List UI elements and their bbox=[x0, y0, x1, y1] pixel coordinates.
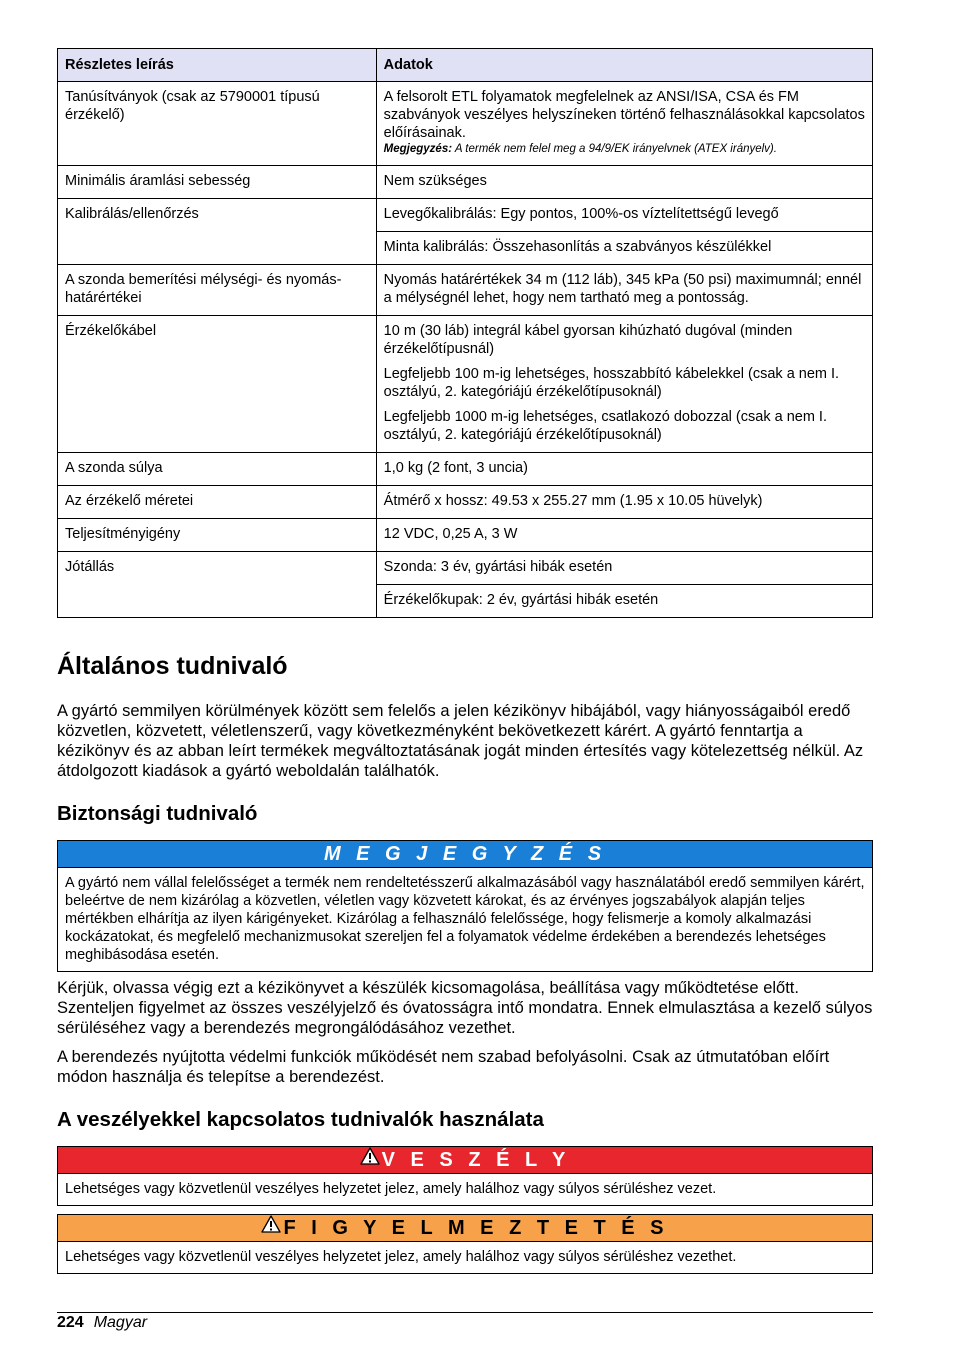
danger-text: Lehetséges vagy közvetlenül veszélyes helyzetet jelez, amely halálhoz vagy súlyos sérüléshez vezet. bbox=[65, 1181, 717, 1197]
warning-title: F I G Y E L M E Z T E T É S bbox=[283, 1217, 669, 1239]
row-value: Átmérő x hossz: 49.53 x 255.27 mm (1.95 x 10.05 hüvelyk) bbox=[376, 486, 872, 519]
section-heading-hazard: A veszélyekkel kapcsolatos tudnivalók használata bbox=[57, 1108, 544, 1131]
danger-title: V E S Z É L Y bbox=[381, 1149, 571, 1171]
column-header: Részletes leírás bbox=[58, 49, 377, 82]
warning-header bbox=[58, 1215, 872, 1242]
page-footer bbox=[57, 1313, 147, 1333]
notice-box bbox=[57, 840, 873, 972]
notice-title: M E G J E G Y Z É S bbox=[58, 841, 872, 868]
notice-text: A gyártó nem vállal felelősséget a termék nem rendeltetésszerű alkalmazásából vagy használatából eredő semmilyen kárért, beleértve de nem kizárólag a közvetlen, véletlen vagy közvetett károkat, és az érvényes jogszabályok alapján teljes mértékben elhárítja az ilyen kárigényeket. Kizárólag a felhasználó felelőssége, hogy felismerje a komoly alkalmazási kockázatokat, és megfelelő mechanizmusokat szereljen fel a folyamatok védelme érdekében a berendezés lehetséges meghibásodása esetén. bbox=[65, 875, 865, 963]
safety-paragraph: Kérjük, olvassa végig ezt a kézikönyvet a készülék kicsomagolása, beállítása vagy működtetése előtt. Szenteljen figyelmet az összes veszélyjelző és óvatosságra intő mondatra. Ennek elmulasztása a kezelő súlyos sérüléséhez vagy a berendezés megrongálódásához vezethet. bbox=[57, 979, 873, 1037]
row-value: Minta kalibrálás: Összehasonlítás a szabványos készülékkel bbox=[376, 232, 872, 265]
table-row bbox=[58, 199, 873, 232]
row-label: Minimális áramlási sebesség bbox=[58, 166, 377, 199]
table-row bbox=[58, 82, 873, 166]
row-label: Kalibrálás/ellenőrzés bbox=[58, 199, 377, 265]
row-label: A szonda súlya bbox=[58, 453, 377, 486]
note-text: A termék nem felel meg a 94/9/EK irányelvnek (ATEX irányelv). bbox=[452, 143, 777, 155]
row-value: 1,0 kg (2 font, 3 uncia) bbox=[376, 453, 872, 486]
cable-text: Legfeljebb 1000 m-ig lehetséges, csatlakozó dobozzal (csak a nem I. osztályú, 2. kategóriájú érzékelőtípusoknál) bbox=[383, 409, 827, 443]
row-value: Levegőkalibrálás: Egy pontos, 100%-os víztelítettségű levegő bbox=[376, 199, 872, 232]
row-label: Teljesítményigény bbox=[58, 519, 377, 552]
row-label: Tanúsítványok (csak az 5790001 típusú érzékelő) bbox=[58, 82, 377, 166]
table-row bbox=[58, 519, 873, 552]
table-row bbox=[58, 166, 873, 199]
section-heading-general: Általános tudnivaló bbox=[57, 652, 288, 680]
row-label: Érzékelőkábel bbox=[58, 316, 377, 453]
table-row bbox=[58, 453, 873, 486]
cable-text: Legfeljebb 100 m-ig lehetséges, hosszabbító kábelekkel (csak a nem I. osztályú, 2. kategóriájú érzékelőtípusoknál) bbox=[383, 366, 840, 400]
row-value: Nem szükséges bbox=[376, 166, 872, 199]
table-row bbox=[58, 316, 873, 453]
row-label: Az érzékelő méretei bbox=[58, 486, 377, 519]
warning-box bbox=[57, 1214, 873, 1274]
warning-text: Lehetséges vagy közvetlenül veszélyes helyzetet jelez, amely halálhoz vagy súlyos sérüléshez vezethet. bbox=[65, 1249, 737, 1265]
safety-paragraph: A berendezés nyújtotta védelmi funkciók működését nem szabad befolyásolni. Csak az útmutatóban előírt módon használja és telepítse a berendezést. bbox=[57, 1048, 830, 1086]
cable-text: 10 m (30 láb) integrál kábel gyorsan kihúzható dugóval (minden érzékelőtípusnál) bbox=[383, 323, 793, 357]
certification-note bbox=[384, 142, 865, 157]
table-row bbox=[58, 486, 873, 519]
row-value: Szonda: 3 év, gyártási hibák esetén bbox=[376, 552, 872, 585]
table-row bbox=[58, 265, 873, 316]
row-label: A szonda bemerítési mélységi- és nyomás-határértékei bbox=[58, 265, 377, 316]
row-value bbox=[376, 82, 872, 166]
specification-table bbox=[57, 48, 873, 618]
danger-header bbox=[58, 1147, 872, 1174]
note-label: Megjegyzés: bbox=[383, 143, 453, 155]
column-header: Adatok bbox=[376, 49, 872, 82]
page-number: 224 bbox=[57, 1314, 84, 1331]
row-value bbox=[376, 316, 872, 453]
table-row bbox=[58, 552, 873, 585]
row-value: Érzékelőkupak: 2 év, gyártási hibák esetén bbox=[376, 585, 872, 618]
warning-triangle-icon bbox=[261, 1214, 281, 1240]
row-label: Jótállás bbox=[58, 552, 377, 618]
warning-triangle-icon bbox=[360, 1146, 380, 1172]
table-header-row bbox=[58, 49, 873, 82]
certification-text: A felsorolt ETL folyamatok megfelelnek az ANSI/ISA, CSA és FM szabványok veszélyes helyszíneken történő felhasználásokkal kapcsolatos előírásainak. bbox=[383, 89, 865, 141]
general-text: A gyártó semmilyen körülmények között sem felelős a jelen kézikönyv hibájából, vagy hiányosságaiból eredő közvetlen, közvetett, véletlenszerű, vagy következményként bekövetkezett kárért. A gyártó fenntartja a kézikönyv és az abban leírt termékek megváltoztatásának jogát minden értesítés vagy kötelezettség nélkül. Az átdolgozott kiadások a gyártó weboldalán találhatók. bbox=[57, 702, 864, 780]
footer-language: Magyar bbox=[93, 1314, 148, 1331]
row-value: Nyomás határértékek 34 m (112 láb), 345 kPa (50 psi) maximumnál; ennél a mélységnél lehet, hogy nem tartható meg a pontosság. bbox=[376, 265, 872, 316]
row-value: 12 VDC, 0,25 A, 3 W bbox=[376, 519, 872, 552]
danger-box bbox=[57, 1146, 873, 1206]
section-heading-safety: Biztonsági tudnivaló bbox=[57, 802, 258, 825]
footer-divider bbox=[57, 1312, 873, 1313]
